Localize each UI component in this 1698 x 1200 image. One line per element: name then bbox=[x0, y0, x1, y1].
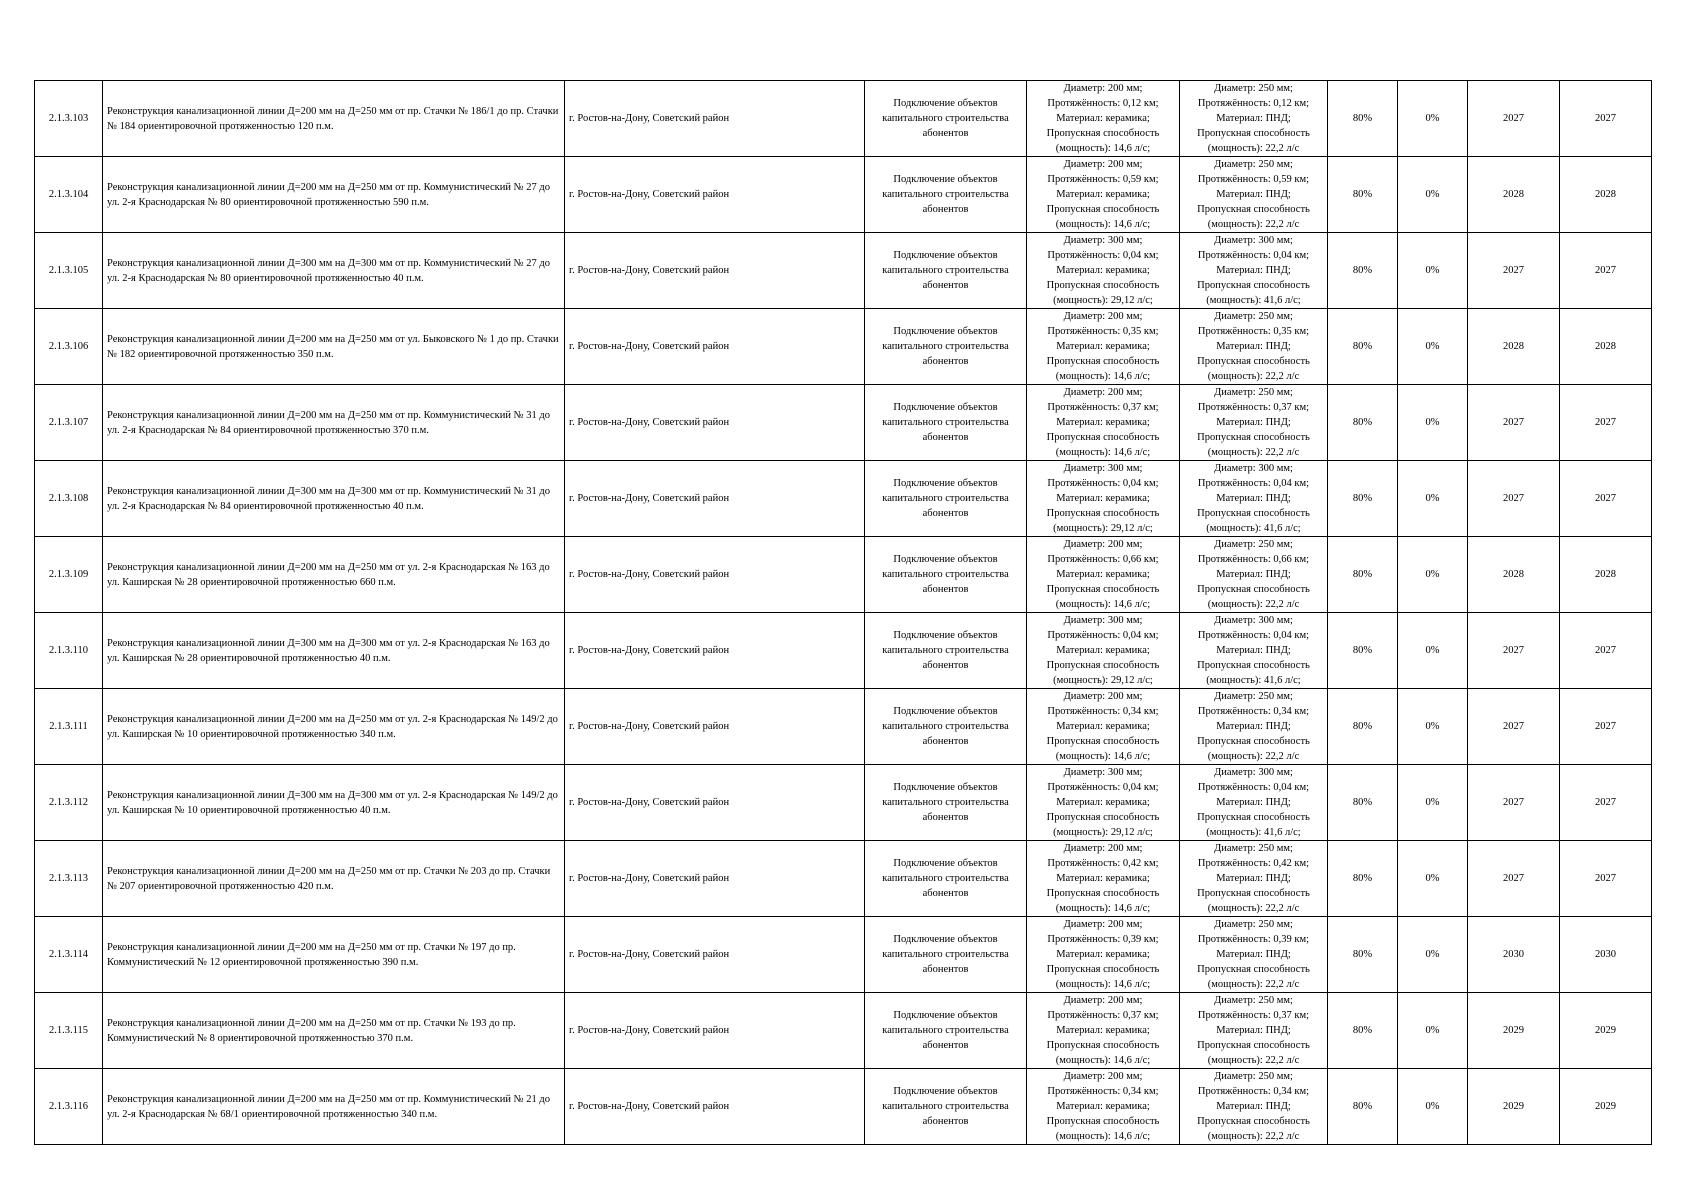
params-before bbox=[1027, 689, 1180, 765]
params-after-line: Пропускная способность bbox=[1197, 432, 1310, 443]
percent-1: 80% bbox=[1328, 613, 1398, 689]
params-after bbox=[1180, 841, 1328, 917]
params-before-line: Пропускная способность bbox=[1046, 736, 1160, 747]
params-after-line: Пропускная способность bbox=[1197, 1116, 1310, 1127]
project-goal: Подключение объектов капитального строительства абонентов bbox=[865, 157, 1027, 233]
params-before-line: Протяжённость: 0,04 км; bbox=[1047, 782, 1159, 793]
params-after-line: Материал: ПНД; bbox=[1216, 569, 1291, 580]
params-before bbox=[1027, 385, 1180, 461]
params-before-line: Диаметр: 200 мм; bbox=[1063, 83, 1143, 94]
params-before-line: Диаметр: 200 мм; bbox=[1063, 159, 1143, 170]
year-start: 2030 bbox=[1468, 917, 1560, 993]
percent-1: 80% bbox=[1328, 1069, 1398, 1145]
percent-2: 0% bbox=[1398, 841, 1468, 917]
table-row bbox=[35, 537, 1652, 613]
table-row bbox=[35, 689, 1652, 765]
params-after-line: Материал: ПНД; bbox=[1216, 873, 1291, 884]
params-before-line: (мощность): 14,6 л/с; bbox=[1055, 903, 1151, 914]
table-row bbox=[35, 309, 1652, 385]
params-after bbox=[1180, 1069, 1328, 1145]
params-before-line: Протяжённость: 0,12 км; bbox=[1047, 98, 1159, 109]
params-after-line: Диаметр: 250 мм; bbox=[1214, 311, 1293, 322]
params-after-line: Пропускная способность bbox=[1197, 508, 1310, 519]
params-after-line: (мощность): 22,2 л/с bbox=[1207, 1131, 1300, 1142]
project-goal: Подключение объектов капитального строительства абонентов bbox=[865, 385, 1027, 461]
params-before-line: Материал: керамика; bbox=[1056, 949, 1150, 960]
project-name: Реконструкция канализационной линии Д=200 мм на Д=250 мм от пр. Стачки № 197 до пр. Коммунистический № 12 ориентировочной протяженностью 390 п.м. bbox=[103, 917, 565, 993]
params-before-line: Пропускная способность bbox=[1046, 1116, 1160, 1127]
percent-1: 80% bbox=[1328, 537, 1398, 613]
params-before-line: Протяжённость: 0,42 км; bbox=[1047, 858, 1159, 869]
params-before-line: Пропускная способность bbox=[1046, 280, 1160, 291]
project-goal: Подключение объектов капитального строительства абонентов bbox=[865, 537, 1027, 613]
row-number: 2.1.3.114 bbox=[35, 917, 103, 993]
percent-2: 0% bbox=[1398, 385, 1468, 461]
params-before-line: (мощность): 29,12 л/с; bbox=[1053, 295, 1153, 306]
percent-2: 0% bbox=[1398, 993, 1468, 1069]
project-goal: Подключение объектов капитального строительства абонентов bbox=[865, 993, 1027, 1069]
params-after-line: Протяжённость: 0,66 км; bbox=[1197, 554, 1310, 565]
params-before-line: Материал: керамика; bbox=[1056, 797, 1150, 808]
year-end: 2028 bbox=[1560, 309, 1652, 385]
year-end: 2027 bbox=[1560, 613, 1652, 689]
year-end: 2029 bbox=[1560, 1069, 1652, 1145]
year-end: 2027 bbox=[1560, 81, 1652, 157]
params-after-line: Диаметр: 250 мм; bbox=[1214, 387, 1293, 398]
params-after-line: Протяжённость: 0,04 км; bbox=[1197, 478, 1310, 489]
params-after-line: Пропускная способность bbox=[1197, 660, 1310, 671]
table-row bbox=[35, 1069, 1652, 1145]
year-start: 2028 bbox=[1468, 157, 1560, 233]
percent-1: 80% bbox=[1328, 157, 1398, 233]
params-after-line: (мощность): 41,6 л/с; bbox=[1206, 827, 1301, 838]
project-goal: Подключение объектов капитального строительства абонентов bbox=[865, 917, 1027, 993]
year-start: 2028 bbox=[1468, 537, 1560, 613]
params-before-line: Материал: керамика; bbox=[1056, 189, 1150, 200]
project-goal: Подключение объектов капитального строительства абонентов bbox=[865, 233, 1027, 309]
params-after-line: Диаметр: 300 мм; bbox=[1214, 615, 1293, 626]
percent-2: 0% bbox=[1398, 917, 1468, 993]
project-goal: Подключение объектов капитального строительства абонентов bbox=[865, 81, 1027, 157]
params-before bbox=[1027, 81, 1180, 157]
params-before-line: (мощность): 14,6 л/с; bbox=[1055, 1131, 1151, 1142]
year-start: 2027 bbox=[1468, 81, 1560, 157]
percent-1: 80% bbox=[1328, 309, 1398, 385]
params-before-line: Материал: керамика; bbox=[1056, 265, 1150, 276]
year-end: 2027 bbox=[1560, 461, 1652, 537]
year-end: 2028 bbox=[1560, 537, 1652, 613]
params-after-line: (мощность): 22,2 л/с bbox=[1207, 143, 1300, 154]
params-after-line: (мощность): 22,2 л/с bbox=[1207, 371, 1300, 382]
year-start: 2027 bbox=[1468, 613, 1560, 689]
params-after-line: Диаметр: 250 мм; bbox=[1214, 691, 1293, 702]
params-after bbox=[1180, 613, 1328, 689]
params-after bbox=[1180, 233, 1328, 309]
params-after-line: (мощность): 41,6 л/с; bbox=[1206, 295, 1301, 306]
params-after-line: Диаметр: 250 мм; bbox=[1214, 919, 1293, 930]
params-before-line: Материал: керамика; bbox=[1056, 1025, 1150, 1036]
project-location: г. Ростов-на-Дону, Советский район bbox=[565, 613, 865, 689]
params-before-line: Материал: керамика; bbox=[1056, 645, 1150, 656]
params-before-line: (мощность): 29,12 л/с; bbox=[1053, 675, 1153, 686]
params-before-line: Материал: керамика; bbox=[1056, 873, 1150, 884]
table-row bbox=[35, 385, 1652, 461]
year-end: 2027 bbox=[1560, 233, 1652, 309]
project-name: Реконструкция канализационной линии Д=300 мм на Д=300 мм от ул. 2-я Краснодарская № 163 до ул. Каширская № 28 ориентировочной протяженностью 40 п.м. bbox=[103, 613, 565, 689]
project-location: г. Ростов-на-Дону, Советский район bbox=[565, 917, 865, 993]
percent-2: 0% bbox=[1398, 157, 1468, 233]
params-after-line: Протяжённость: 0,04 км; bbox=[1197, 630, 1310, 641]
project-goal: Подключение объектов капитального строительства абонентов bbox=[865, 841, 1027, 917]
params-after-line: Диаметр: 300 мм; bbox=[1214, 235, 1293, 246]
params-after-line: Протяжённость: 0,34 км; bbox=[1197, 706, 1310, 717]
percent-1: 80% bbox=[1328, 81, 1398, 157]
percent-2: 0% bbox=[1398, 1069, 1468, 1145]
params-before bbox=[1027, 613, 1180, 689]
row-number: 2.1.3.103 bbox=[35, 81, 103, 157]
params-after-line: (мощность): 41,6 л/с; bbox=[1206, 523, 1301, 534]
params-after-line: (мощность): 41,6 л/с; bbox=[1206, 675, 1301, 686]
params-before-line: Пропускная способность bbox=[1046, 356, 1160, 367]
params-before-line: Протяжённость: 0,04 км; bbox=[1047, 250, 1159, 261]
percent-2: 0% bbox=[1398, 689, 1468, 765]
params-before-line: Пропускная способность bbox=[1046, 964, 1160, 975]
percent-2: 0% bbox=[1398, 461, 1468, 537]
percent-1: 80% bbox=[1328, 385, 1398, 461]
params-after bbox=[1180, 461, 1328, 537]
params-before bbox=[1027, 841, 1180, 917]
params-after-line: Пропускная способность bbox=[1197, 204, 1310, 215]
percent-2: 0% bbox=[1398, 613, 1468, 689]
params-before-line: Протяжённость: 0,35 км; bbox=[1047, 326, 1159, 337]
params-after-line: Диаметр: 250 мм; bbox=[1214, 995, 1293, 1006]
params-before bbox=[1027, 917, 1180, 993]
params-after-line: Протяжённость: 0,35 км; bbox=[1197, 326, 1310, 337]
percent-2: 0% bbox=[1398, 765, 1468, 841]
project-name: Реконструкция канализационной линии Д=300 мм на Д=300 мм от пр. Коммунистический № 27 до ул. 2-я Краснодарская № 80 ориентировочной протяженностью 40 п.м. bbox=[103, 233, 565, 309]
params-before-line: (мощность): 29,12 л/с; bbox=[1053, 523, 1153, 534]
table-row bbox=[35, 461, 1652, 537]
params-before-line: Материал: керамика; bbox=[1056, 1101, 1150, 1112]
params-after-line: Материал: ПНД; bbox=[1216, 265, 1291, 276]
params-before-line: Диаметр: 300 мм; bbox=[1063, 615, 1143, 626]
project-location: г. Ростов-на-Дону, Советский район bbox=[565, 1069, 865, 1145]
year-start: 2027 bbox=[1468, 689, 1560, 765]
year-end: 2027 bbox=[1560, 689, 1652, 765]
project-goal: Подключение объектов капитального строительства абонентов bbox=[865, 309, 1027, 385]
project-location: г. Ростов-на-Дону, Советский район bbox=[565, 157, 865, 233]
params-before bbox=[1027, 157, 1180, 233]
row-number: 2.1.3.116 bbox=[35, 1069, 103, 1145]
params-after-line: Материал: ПНД; bbox=[1216, 721, 1291, 732]
percent-1: 80% bbox=[1328, 461, 1398, 537]
year-start: 2029 bbox=[1468, 993, 1560, 1069]
percent-1: 80% bbox=[1328, 765, 1398, 841]
params-after bbox=[1180, 993, 1328, 1069]
params-after-line: Протяжённость: 0,39 км; bbox=[1197, 934, 1310, 945]
year-end: 2027 bbox=[1560, 385, 1652, 461]
params-after-line: Пропускная способность bbox=[1197, 1040, 1310, 1051]
project-name: Реконструкция канализационной линии Д=300 мм на Д=300 мм от ул. 2-я Краснодарская № 149/2 до ул. Каширская № 10 ориентировочной протяженностью 40 п.м. bbox=[103, 765, 565, 841]
params-after-line: Пропускная способность bbox=[1197, 584, 1310, 595]
params-after-line: (мощность): 22,2 л/с bbox=[1207, 1055, 1300, 1066]
params-after-line: Пропускная способность bbox=[1197, 812, 1310, 823]
params-before-line: (мощность): 14,6 л/с; bbox=[1055, 979, 1151, 990]
project-table-body bbox=[35, 81, 1652, 1145]
params-before-line: Диаметр: 300 мм; bbox=[1063, 235, 1143, 246]
project-name: Реконструкция канализационной линии Д=200 мм на Д=250 мм от ул. 2-я Краснодарская № 149/2 до ул. Каширская № 10 ориентировочной протяженностью 340 п.м. bbox=[103, 689, 565, 765]
params-before-line: Протяжённость: 0,59 км; bbox=[1047, 174, 1159, 185]
params-before-line: Пропускная способность bbox=[1046, 204, 1160, 215]
percent-2: 0% bbox=[1398, 537, 1468, 613]
params-after-line: Пропускная способность bbox=[1197, 280, 1310, 291]
params-before-line: (мощность): 14,6 л/с; bbox=[1055, 219, 1151, 230]
params-after-line: Пропускная способность bbox=[1197, 888, 1310, 899]
params-before-line: Диаметр: 300 мм; bbox=[1063, 463, 1143, 474]
percent-2: 0% bbox=[1398, 81, 1468, 157]
percent-2: 0% bbox=[1398, 233, 1468, 309]
year-start: 2027 bbox=[1468, 841, 1560, 917]
params-after bbox=[1180, 917, 1328, 993]
row-number: 2.1.3.107 bbox=[35, 385, 103, 461]
params-after-line: Протяжённость: 0,59 км; bbox=[1197, 174, 1310, 185]
year-end: 2027 bbox=[1560, 765, 1652, 841]
params-before-line: (мощность): 14,6 л/с; bbox=[1055, 751, 1151, 762]
row-number: 2.1.3.112 bbox=[35, 765, 103, 841]
params-after-line: Материал: ПНД; bbox=[1216, 113, 1291, 124]
params-after-line: Пропускная способность bbox=[1197, 964, 1310, 975]
year-end: 2029 bbox=[1560, 993, 1652, 1069]
row-number: 2.1.3.109 bbox=[35, 537, 103, 613]
params-after-line: Материал: ПНД; bbox=[1216, 797, 1291, 808]
year-start: 2027 bbox=[1468, 233, 1560, 309]
params-after-line: Протяжённость: 0,34 км; bbox=[1197, 1086, 1310, 1097]
params-before bbox=[1027, 765, 1180, 841]
project-name: Реконструкция канализационной линии Д=200 мм на Д=250 мм от пр. Стачки № 193 до пр. Коммунистический № 8 ориентировочной протяженностью 370 п.м. bbox=[103, 993, 565, 1069]
params-before-line: Пропускная способность bbox=[1046, 888, 1160, 899]
params-after-line: Материал: ПНД; bbox=[1216, 645, 1291, 656]
params-before-line: Диаметр: 300 мм; bbox=[1063, 767, 1143, 778]
params-after bbox=[1180, 309, 1328, 385]
project-location: г. Ростов-на-Дону, Советский район bbox=[565, 233, 865, 309]
params-before bbox=[1027, 537, 1180, 613]
params-before-line: Пропускная способность bbox=[1046, 812, 1160, 823]
params-after-line: Протяжённость: 0,04 км; bbox=[1197, 250, 1310, 261]
project-goal: Подключение объектов капитального строительства абонентов bbox=[865, 461, 1027, 537]
params-before-line: Пропускная способность bbox=[1046, 508, 1160, 519]
year-end: 2027 bbox=[1560, 841, 1652, 917]
year-end: 2030 bbox=[1560, 917, 1652, 993]
project-goal: Подключение объектов капитального строительства абонентов bbox=[865, 613, 1027, 689]
project-name: Реконструкция канализационной линии Д=200 мм на Д=250 мм от ул. 2-я Краснодарская № 163 до ул. Каширская № 28 ориентировочной протяженностью 660 п.м. bbox=[103, 537, 565, 613]
year-start: 2028 bbox=[1468, 309, 1560, 385]
table-row bbox=[35, 157, 1652, 233]
params-after bbox=[1180, 81, 1328, 157]
project-location: г. Ростов-на-Дону, Советский район bbox=[565, 385, 865, 461]
params-before-line: Пропускная способность bbox=[1046, 1040, 1160, 1051]
params-after bbox=[1180, 537, 1328, 613]
params-before-line: (мощность): 14,6 л/с; bbox=[1055, 599, 1151, 610]
project-location: г. Ростов-на-Дону, Советский район bbox=[565, 309, 865, 385]
project-location: г. Ростов-на-Дону, Советский район bbox=[565, 689, 865, 765]
params-after-line: Материал: ПНД; bbox=[1216, 417, 1291, 428]
year-start: 2027 bbox=[1468, 765, 1560, 841]
params-before-line: Диаметр: 200 мм; bbox=[1063, 995, 1143, 1006]
params-before-line: Материал: керамика; bbox=[1056, 417, 1150, 428]
params-before-line: (мощность): 29,12 л/с; bbox=[1053, 827, 1153, 838]
params-before bbox=[1027, 461, 1180, 537]
project-location: г. Ростов-на-Дону, Советский район bbox=[565, 765, 865, 841]
params-before-line: Материал: керамика; bbox=[1056, 493, 1150, 504]
params-before-line: Протяжённость: 0,04 км; bbox=[1047, 630, 1159, 641]
params-after-line: Материал: ПНД; bbox=[1216, 341, 1291, 352]
params-after-line: (мощность): 22,2 л/с bbox=[1207, 219, 1300, 230]
year-start: 2027 bbox=[1468, 385, 1560, 461]
params-after-line: (мощность): 22,2 л/с bbox=[1207, 447, 1300, 458]
params-before-line: Пропускная способность bbox=[1046, 660, 1160, 671]
params-before-line: Протяжённость: 0,37 км; bbox=[1047, 1010, 1159, 1021]
project-goal: Подключение объектов капитального строительства абонентов bbox=[865, 1069, 1027, 1145]
percent-1: 80% bbox=[1328, 689, 1398, 765]
table-row bbox=[35, 81, 1652, 157]
params-before-line: Материал: керамика; bbox=[1056, 569, 1150, 580]
params-before bbox=[1027, 1069, 1180, 1145]
params-after-line: (мощность): 22,2 л/с bbox=[1207, 599, 1300, 610]
params-after-line: Диаметр: 250 мм; bbox=[1214, 539, 1293, 550]
params-after-line: Материал: ПНД; bbox=[1216, 1101, 1291, 1112]
params-after-line: Протяжённость: 0,37 км; bbox=[1197, 1010, 1310, 1021]
table-row bbox=[35, 613, 1652, 689]
params-after-line: Пропускная способность bbox=[1197, 128, 1310, 139]
percent-1: 80% bbox=[1328, 993, 1398, 1069]
params-before-line: Диаметр: 200 мм; bbox=[1063, 1071, 1143, 1082]
params-before-line: Пропускная способность bbox=[1046, 432, 1160, 443]
params-before-line: Протяжённость: 0,39 км; bbox=[1047, 934, 1159, 945]
params-after-line: (мощность): 22,2 л/с bbox=[1207, 751, 1300, 762]
params-after-line: Протяжённость: 0,12 км; bbox=[1197, 98, 1310, 109]
params-before bbox=[1027, 233, 1180, 309]
params-before-line: Пропускная способность bbox=[1046, 128, 1160, 139]
percent-2: 0% bbox=[1398, 309, 1468, 385]
project-name: Реконструкция канализационной линии Д=200 мм на Д=250 мм от пр. Коммунистический № 31 до ул. 2-я Краснодарская № 84 ориентировочной протяженностью 370 п.м. bbox=[103, 385, 565, 461]
params-before-line: Материал: керамика; bbox=[1056, 721, 1150, 732]
params-before-line: Протяжённость: 0,66 км; bbox=[1047, 554, 1159, 565]
params-before bbox=[1027, 309, 1180, 385]
project-location: г. Ростов-на-Дону, Советский район bbox=[565, 841, 865, 917]
params-before-line: Протяжённость: 0,34 км; bbox=[1047, 1086, 1159, 1097]
params-before-line: Материал: керамика; bbox=[1056, 341, 1150, 352]
params-after-line: (мощность): 22,2 л/с bbox=[1207, 979, 1300, 990]
params-before-line: Диаметр: 200 мм; bbox=[1063, 539, 1143, 550]
project-name: Реконструкция канализационной линии Д=200 мм на Д=250 мм от пр. Стачки № 186/1 до пр. Стачки № 184 ориентировочной протяженностью 120 п.м. bbox=[103, 81, 565, 157]
params-after-line: Диаметр: 250 мм; bbox=[1214, 159, 1293, 170]
row-number: 2.1.3.106 bbox=[35, 309, 103, 385]
project-location: г. Ростов-на-Дону, Советский район bbox=[565, 993, 865, 1069]
params-after-line: Материал: ПНД; bbox=[1216, 493, 1291, 504]
params-after-line: Диаметр: 250 мм; bbox=[1214, 83, 1293, 94]
project-location: г. Ростов-на-Дону, Советский район bbox=[565, 537, 865, 613]
params-after-line: Протяжённость: 0,04 км; bbox=[1197, 782, 1310, 793]
year-start: 2027 bbox=[1468, 461, 1560, 537]
project-table bbox=[34, 80, 1652, 1145]
row-number: 2.1.3.105 bbox=[35, 233, 103, 309]
row-number: 2.1.3.108 bbox=[35, 461, 103, 537]
params-before-line: Диаметр: 200 мм; bbox=[1063, 843, 1143, 854]
params-after-line: Материал: ПНД; bbox=[1216, 949, 1291, 960]
project-name: Реконструкция канализационной линии Д=300 мм на Д=300 мм от пр. Коммунистический № 31 до ул. 2-я Краснодарская № 84 ориентировочной протяженностью 40 п.м. bbox=[103, 461, 565, 537]
params-before-line: Протяжённость: 0,37 км; bbox=[1047, 402, 1159, 413]
params-before-line: Протяжённость: 0,34 км; bbox=[1047, 706, 1159, 717]
table-row bbox=[35, 841, 1652, 917]
params-before-line: (мощность): 14,6 л/с; bbox=[1055, 371, 1151, 382]
params-after-line: Пропускная способность bbox=[1197, 356, 1310, 367]
percent-1: 80% bbox=[1328, 917, 1398, 993]
row-number: 2.1.3.110 bbox=[35, 613, 103, 689]
params-after-line: Диаметр: 300 мм; bbox=[1214, 767, 1293, 778]
project-name: Реконструкция канализационной линии Д=200 мм на Д=250 мм от пр. Стачки № 203 до пр. Стачки № 207 ориентировочной протяженностью 420 п.м. bbox=[103, 841, 565, 917]
project-name: Реконструкция канализационной линии Д=200 мм на Д=250 мм от пр. Коммунистический № 27 до ул. 2-я Краснодарская № 80 ориентировочной протяженностью 590 п.м. bbox=[103, 157, 565, 233]
params-before-line: (мощность): 14,6 л/с; bbox=[1055, 143, 1151, 154]
project-goal: Подключение объектов капитального строительства абонентов bbox=[865, 689, 1027, 765]
params-after-line: (мощность): 22,2 л/с bbox=[1207, 903, 1300, 914]
params-before-line: (мощность): 14,6 л/с; bbox=[1055, 447, 1151, 458]
percent-1: 80% bbox=[1328, 233, 1398, 309]
params-after-line: Пропускная способность bbox=[1197, 736, 1310, 747]
project-name: Реконструкция канализационной линии Д=200 мм на Д=250 мм от ул. Быковского № 1 до пр. Стачки № 182 ориентировочной протяженностью 350 п.м. bbox=[103, 309, 565, 385]
params-before-line: Диаметр: 200 мм; bbox=[1063, 311, 1143, 322]
params-before-line: Пропускная способность bbox=[1046, 584, 1160, 595]
year-end: 2028 bbox=[1560, 157, 1652, 233]
project-table-page bbox=[34, 80, 1652, 1145]
params-after-line: Диаметр: 250 мм; bbox=[1214, 843, 1293, 854]
params-before-line: Материал: керамика; bbox=[1056, 113, 1150, 124]
project-location: г. Ростов-на-Дону, Советский район bbox=[565, 461, 865, 537]
percent-1: 80% bbox=[1328, 841, 1398, 917]
table-row bbox=[35, 233, 1652, 309]
row-number: 2.1.3.111 bbox=[35, 689, 103, 765]
params-before-line: Протяжённость: 0,04 км; bbox=[1047, 478, 1159, 489]
params-after-line: Диаметр: 300 мм; bbox=[1214, 463, 1293, 474]
params-before-line: (мощность): 14,6 л/с; bbox=[1055, 1055, 1151, 1066]
params-after-line: Диаметр: 250 мм; bbox=[1214, 1071, 1293, 1082]
row-number: 2.1.3.113 bbox=[35, 841, 103, 917]
params-before-line: Диаметр: 200 мм; bbox=[1063, 919, 1143, 930]
params-after-line: Протяжённость: 0,42 км; bbox=[1197, 858, 1310, 869]
row-number: 2.1.3.115 bbox=[35, 993, 103, 1069]
project-location: г. Ростов-на-Дону, Советский район bbox=[565, 81, 865, 157]
table-row bbox=[35, 917, 1652, 993]
params-after-line: Материал: ПНД; bbox=[1216, 189, 1291, 200]
row-number: 2.1.3.104 bbox=[35, 157, 103, 233]
params-before bbox=[1027, 993, 1180, 1069]
params-after bbox=[1180, 689, 1328, 765]
params-before-line: Диаметр: 200 мм; bbox=[1063, 691, 1143, 702]
params-after-line: Материал: ПНД; bbox=[1216, 1025, 1291, 1036]
params-before-line: Диаметр: 200 мм; bbox=[1063, 387, 1143, 398]
project-name: Реконструкция канализационной линии Д=200 мм на Д=250 мм от пр. Коммунистический № 21 до ул. 2-я Краснодарская № 68/1 ориентировочной протяженностью 340 п.м. bbox=[103, 1069, 565, 1145]
project-goal: Подключение объектов капитального строительства абонентов bbox=[865, 765, 1027, 841]
table-row bbox=[35, 993, 1652, 1069]
table-row bbox=[35, 765, 1652, 841]
params-after-line: Протяжённость: 0,37 км; bbox=[1197, 402, 1310, 413]
params-after bbox=[1180, 157, 1328, 233]
year-start: 2029 bbox=[1468, 1069, 1560, 1145]
params-after bbox=[1180, 385, 1328, 461]
params-after bbox=[1180, 765, 1328, 841]
